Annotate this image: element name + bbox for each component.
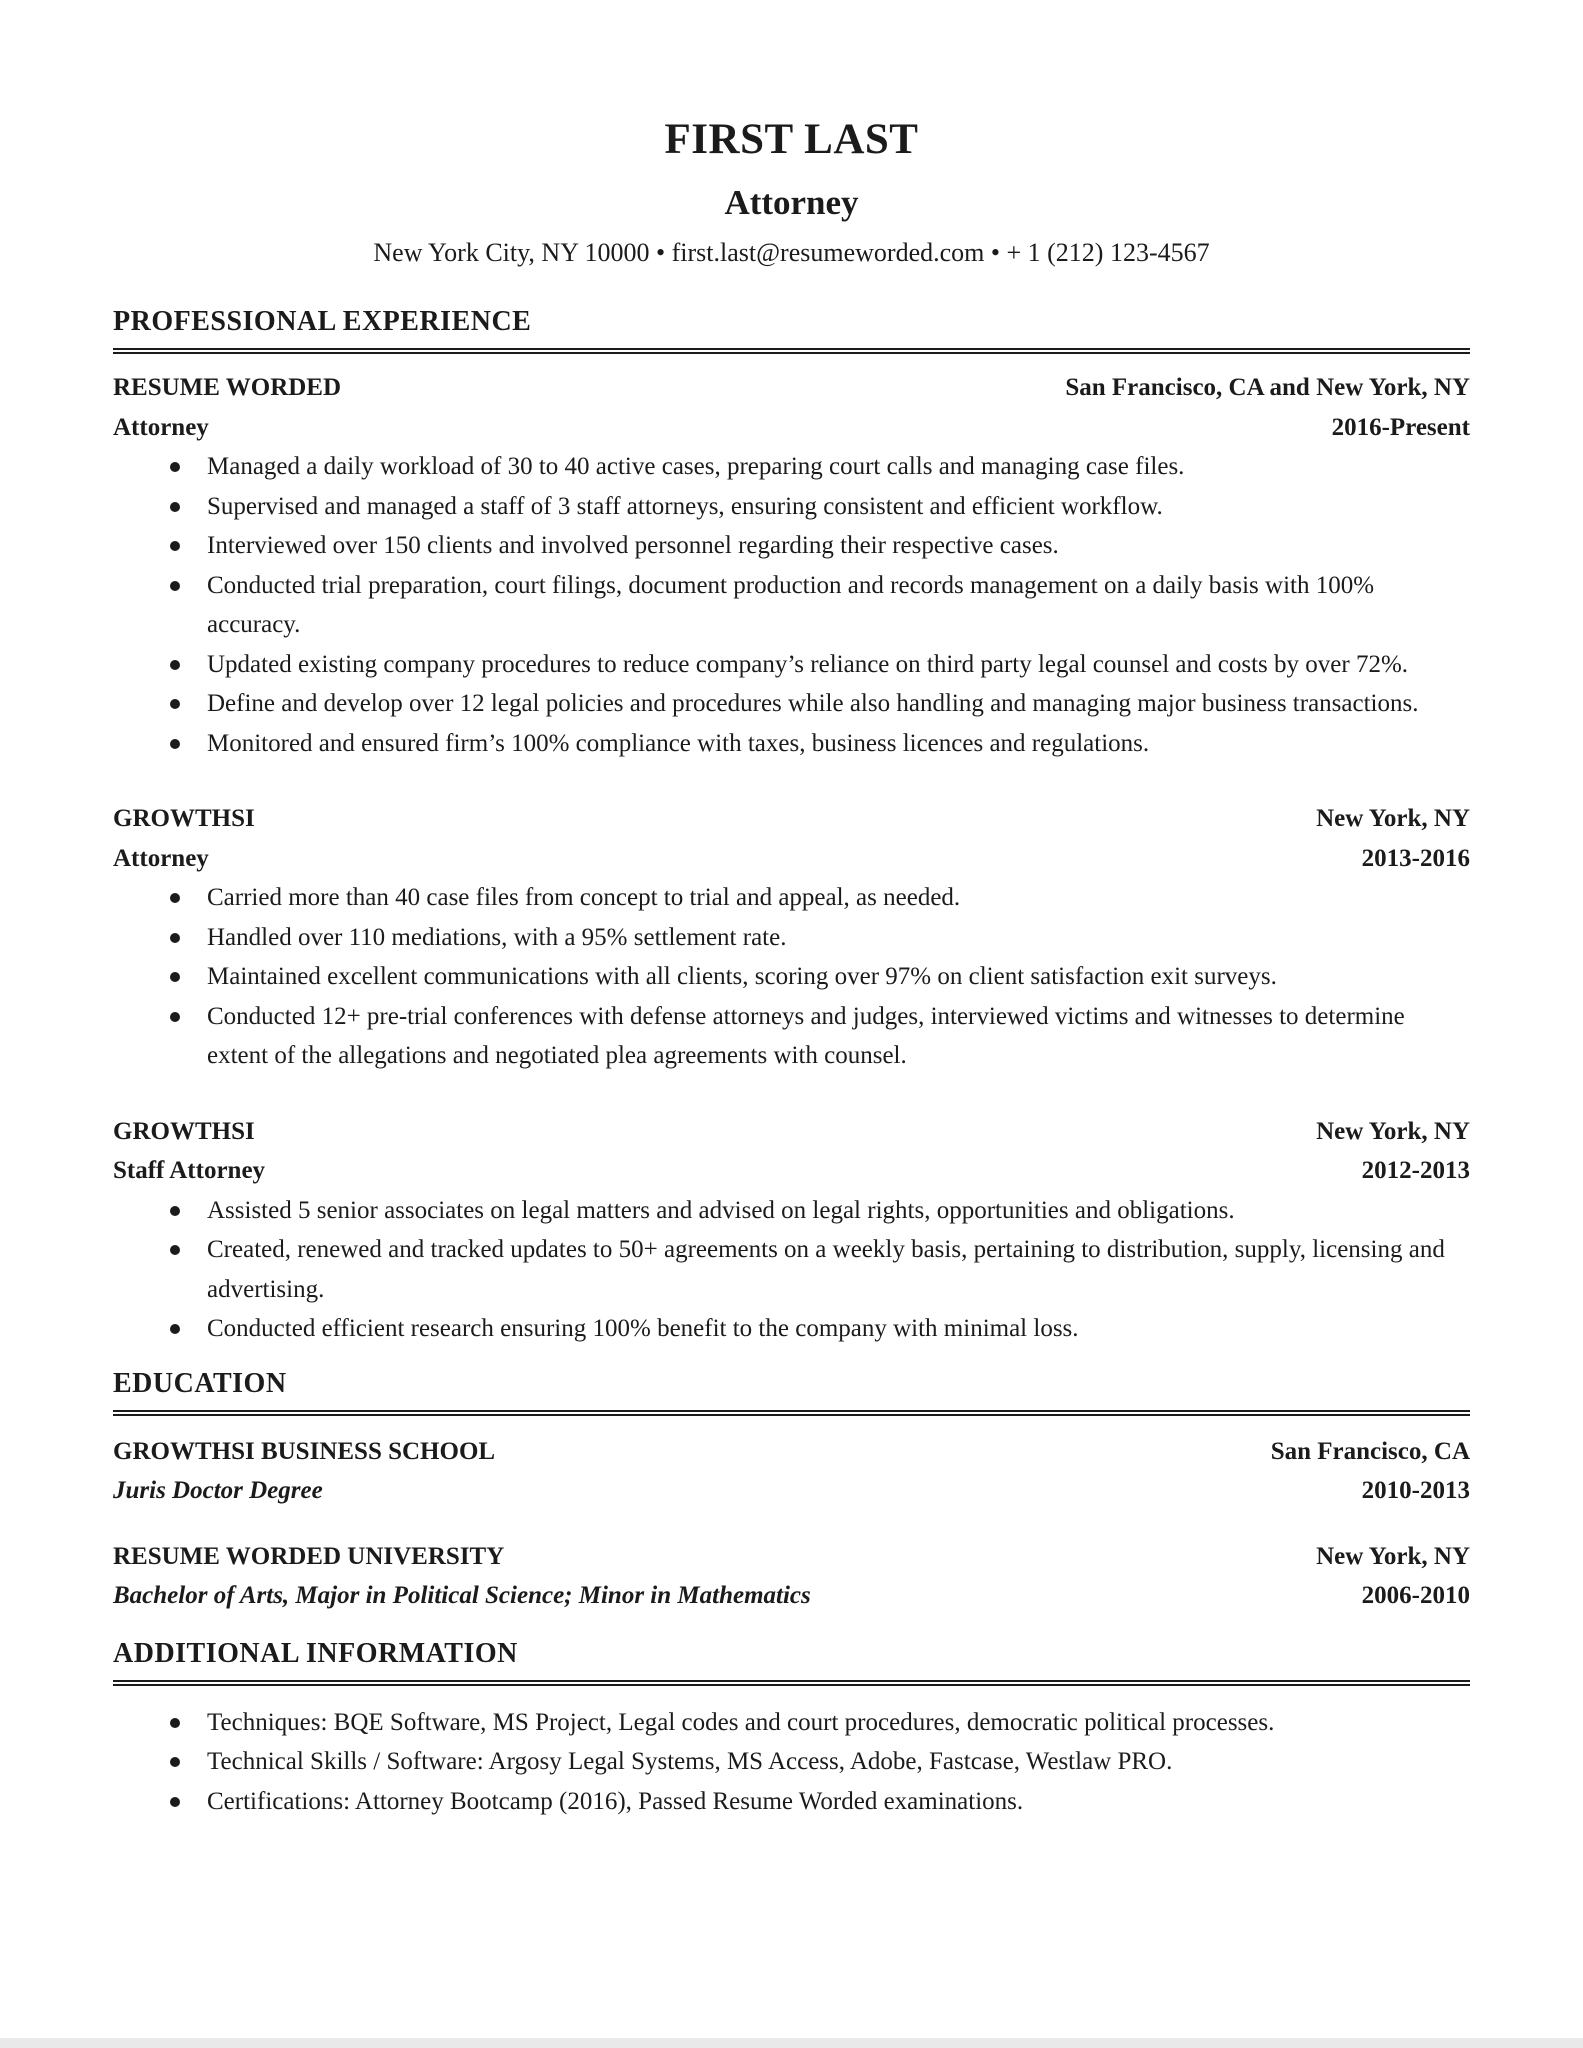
job-header-row [113, 1112, 1470, 1152]
section-heading: PROFESSIONAL EXPERIENCE [113, 306, 532, 337]
bullet-item: Technical Skills / Software: Argosy Legal Systems, MS Access, Adobe, Fastcase, Westlaw PRO. [113, 1742, 1470, 1782]
bullet-item: Created, renewed and tracked updates to 50+ agreements on a weekly basis, pertaining to distribution, supply, licensing and advertising. [113, 1230, 1470, 1309]
job-subheader-row [113, 408, 1470, 448]
school-degree: Bachelor of Arts, Major in Political Science; Minor in Mathematics [113, 1582, 811, 1609]
bullet-item: Conducted trial preparation, court filings, document production and records management on a daily basis with 100% accuracy. [113, 566, 1470, 645]
school-name: RESUME WORDED UNIVERSITY [113, 1542, 505, 1570]
section-heading: EDUCATION [113, 1367, 287, 1399]
bullet-item: Conducted efficient research ensuring 100% benefit to the company with minimal loss. [113, 1309, 1470, 1349]
school-location: New York, NY [1316, 1542, 1470, 1570]
school-subheader-row [113, 1576, 1470, 1616]
job-role: Attorney [113, 413, 209, 441]
bullet-item: Supervised and managed a staff of 3 staff attorneys, ensuring consistent and efficient workflow. [113, 487, 1470, 527]
experience-entry [113, 368, 1470, 763]
education-entry [113, 1537, 1470, 1616]
job-role: Staff Attorney [113, 1157, 266, 1184]
section-divider [113, 348, 1470, 354]
job-role: Attorney [113, 844, 209, 872]
bullet-item: Techniques: BQE Software, MS Project, Legal codes and court procedures, democratic political processes. [113, 1703, 1470, 1743]
job-header-row [113, 799, 1470, 839]
section-divider [113, 1680, 1470, 1686]
page-bottom-edge [0, 2038, 1583, 2048]
school-name: GROWTHSI BUSINESS SCHOOL [113, 1437, 496, 1465]
job-location: San Francisco, CA and New York, NY [1065, 374, 1470, 401]
job-company: RESUME WORDED [113, 374, 342, 401]
bullet-item: Interviewed over 150 clients and involved personnel regarding their respective cases. [113, 526, 1470, 566]
resume-header [113, 116, 1470, 269]
bullet-item: Assisted 5 senior associates on legal matters and advised on legal rights, opportunities and obligations. [113, 1191, 1470, 1231]
job-bullet-list [113, 1191, 1470, 1349]
experience-entry [113, 1112, 1470, 1349]
bullet-item: Managed a daily workload of 30 to 40 active cases, preparing court calls and managing case files. [113, 447, 1470, 487]
job-company: GROWTHSI [113, 805, 255, 832]
job-dates: 2013-2016 [1361, 844, 1470, 872]
job-dates: 2016-Present [1331, 413, 1470, 441]
school-header-row [113, 1537, 1470, 1577]
bullet-item: Carried more than 40 case files from concept to trial and appeal, as needed. [113, 878, 1470, 918]
job-bullet-list [113, 878, 1470, 1076]
person-name: FIRST LAST [664, 116, 919, 163]
school-location: San Francisco, CA [1270, 1437, 1470, 1465]
job-subheader-row [113, 839, 1470, 879]
section-education [113, 1367, 1470, 1616]
school-dates: 2006-2010 [1361, 1582, 1470, 1609]
section-heading: ADDITIONAL INFORMATION [113, 1637, 518, 1669]
job-subheader-row [113, 1151, 1470, 1191]
bullet-item: Certifications: Attorney Bootcamp (2016), Passed Resume Worded examinations. [113, 1782, 1470, 1822]
job-bullet-list [113, 447, 1470, 763]
education-entry [113, 1432, 1470, 1511]
bullet-item: Monitored and ensured firm’s 100% compliance with taxes, business licences and regulations. [113, 724, 1470, 764]
bullet-item: Define and develop over 12 legal policies and procedures while also handling and managing major business transactions. [113, 684, 1470, 724]
bullet-item: Conducted 12+ pre-trial conferences with defense attorneys and judges, interviewed victims and witnesses to determine extent of the allegations and negotiated plea agreements with counsel. [113, 997, 1470, 1076]
job-company: GROWTHSI [113, 1117, 255, 1145]
job-location: New York, NY [1316, 805, 1470, 832]
school-header-row [113, 1432, 1470, 1472]
additional-bullet-list [113, 1703, 1470, 1822]
school-degree: Juris Doctor Degree [113, 1477, 323, 1504]
school-dates: 2010-2013 [1361, 1477, 1470, 1504]
section-professional-experience [113, 305, 1470, 1349]
job-dates: 2012-2013 [1361, 1157, 1470, 1184]
person-job-title: Attorney [724, 183, 859, 222]
section-additional-information [113, 1637, 1470, 1822]
section-divider [113, 1410, 1470, 1416]
bullet-item: Maintained excellent communications with all clients, scoring over 97% on client satisfaction exit surveys. [113, 957, 1470, 997]
job-header-row [113, 368, 1470, 408]
bullet-item: Handled over 110 mediations, with a 95% settlement rate. [113, 918, 1470, 958]
experience-entry [113, 799, 1470, 1076]
contact-line: New York City, NY 10000 • first.last@resumeworded.com • + 1 (212) 123-4567 [373, 238, 1210, 267]
school-subheader-row [113, 1471, 1470, 1511]
job-location: New York, NY [1316, 1117, 1470, 1145]
bullet-item: Updated existing company procedures to reduce company’s reliance on third party legal counsel and costs by over 72%. [113, 645, 1470, 685]
